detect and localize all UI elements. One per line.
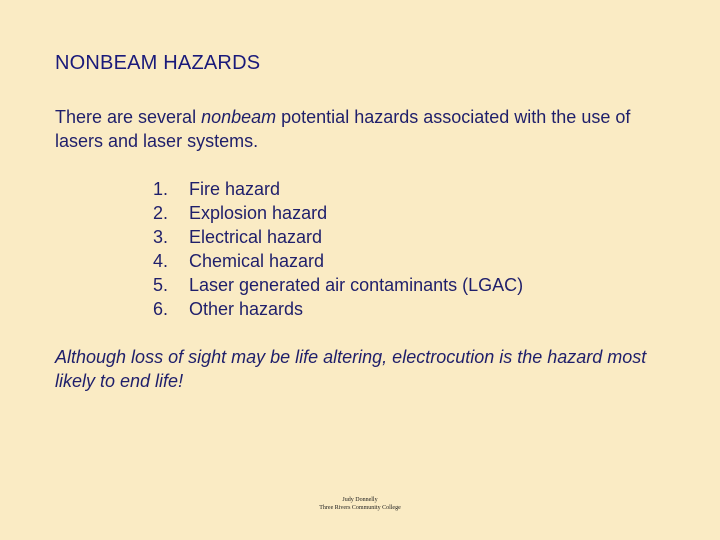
hazard-number: 4. [153, 251, 169, 271]
footer-author: Judy Donnelly [342, 497, 378, 503]
hazard-number: 6. [153, 299, 169, 319]
intro-text-start: There are several [55, 107, 202, 127]
hazard-label: Laser generated air contaminants (LGAC) [189, 275, 524, 295]
hazard-number: 3. [153, 227, 169, 247]
hazard-item [153, 177, 523, 201]
footer-credit [0, 496, 720, 512]
intro-paragraph [55, 105, 675, 153]
hazard-label: Explosion hazard [189, 203, 328, 223]
hazard-number: 1. [153, 179, 169, 199]
intro-text-end: potential hazards associated with the use of lasers and laser systems. [55, 107, 631, 151]
hazard-item [153, 201, 523, 225]
hazard-label: Chemical hazard [189, 251, 325, 271]
hazard-number: 2. [153, 203, 169, 223]
hazard-item [153, 273, 523, 297]
hazard-label: Other hazards [189, 299, 304, 319]
hazard-item [153, 225, 523, 249]
closing-statement: Although loss of sight may be life altering, electrocution is the hazard most likely to end life! [55, 347, 647, 391]
footer-institution: Three Rivers Community College [319, 505, 401, 511]
hazard-label: Electrical hazard [189, 227, 323, 247]
hazard-number: 5. [153, 275, 169, 295]
hazard-item [153, 297, 523, 321]
intro-emphasis: nonbeam [201, 107, 277, 127]
hazard-list [153, 177, 523, 321]
hazard-label: Fire hazard [189, 179, 281, 199]
slide-title: NONBEAM HAZARDS [55, 52, 261, 74]
hazard-item [153, 249, 523, 273]
